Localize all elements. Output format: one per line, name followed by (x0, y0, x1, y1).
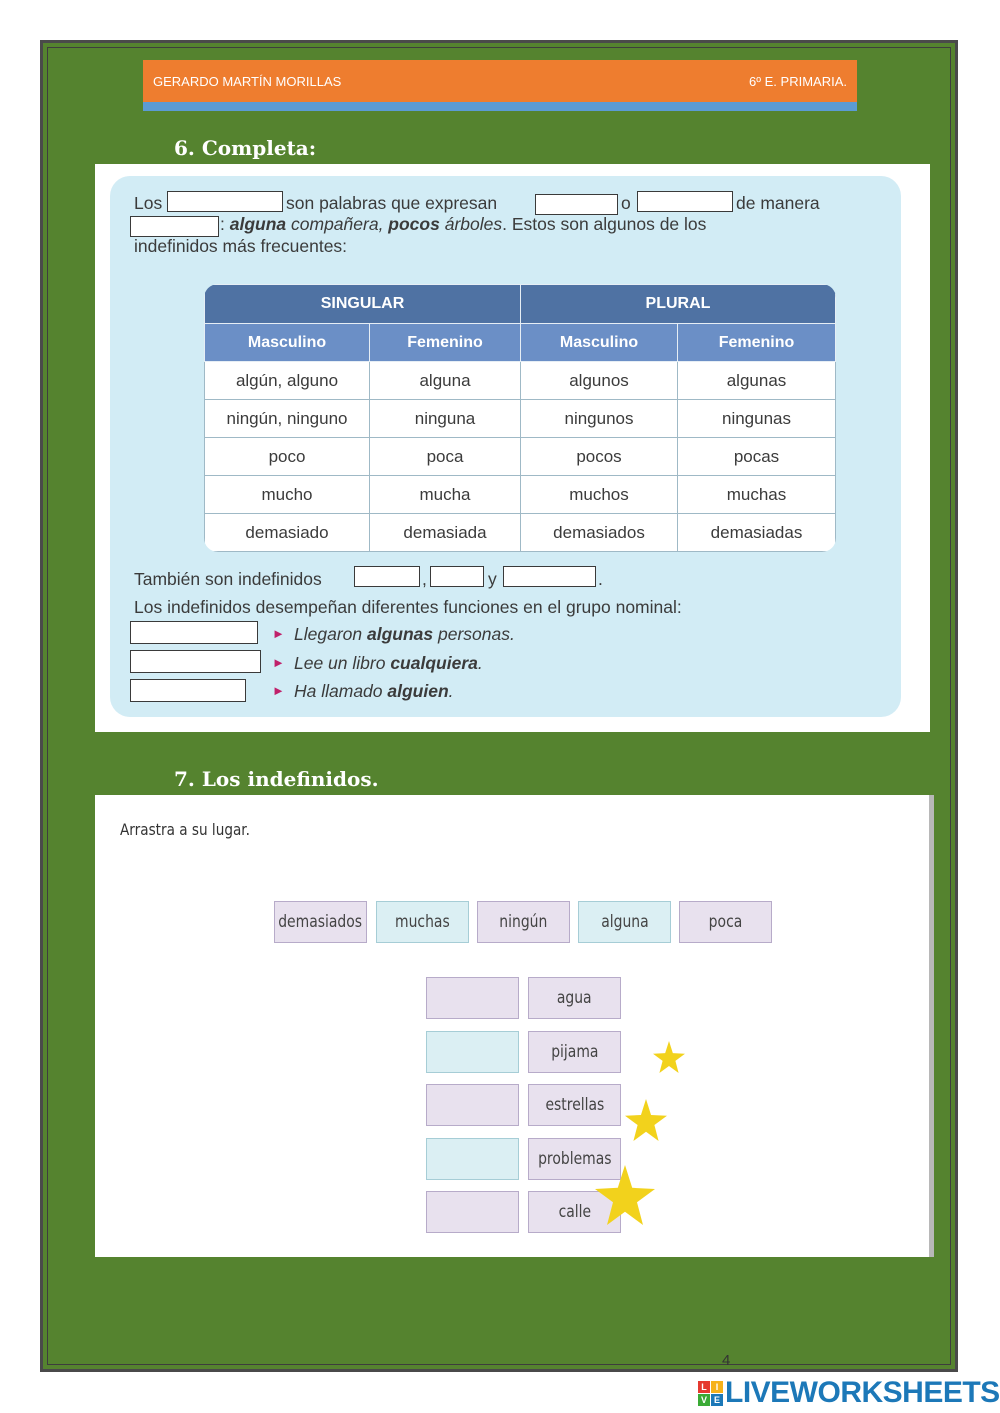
example-3: Ha llamado alguien. (294, 681, 454, 701)
intro-text-manera: de manera (736, 193, 820, 213)
arrow-icon: ► (272, 626, 285, 641)
header-divider (143, 102, 857, 111)
page-number: 4 (722, 1352, 731, 1369)
noun-card: problemas (528, 1138, 621, 1180)
table-cell: mucha (370, 476, 521, 514)
intro-text-o: o (621, 193, 631, 213)
blank-also-2[interactable] (430, 566, 484, 587)
blank-indefinidos[interactable] (167, 191, 283, 212)
indefinidos-table (204, 284, 836, 552)
star-icon (595, 1153, 655, 1237)
table-row (205, 400, 836, 438)
blank-identidad[interactable] (637, 191, 733, 212)
table-cell: poco (205, 438, 370, 476)
table-row (205, 476, 836, 514)
word-card[interactable]: alguna (578, 901, 671, 943)
table-row (205, 362, 836, 400)
blank-imprecisa[interactable] (130, 216, 219, 237)
intro-text-3: indefinidos más frecuentes: (134, 236, 348, 256)
logo-text: LIVEWORKSHEETS (725, 1376, 1000, 1409)
rule-box (110, 176, 901, 717)
exercise6-panel (95, 164, 930, 732)
table-cell: alguna (370, 362, 521, 400)
word-card[interactable]: ningún (477, 901, 570, 943)
arrow-icon: ► (272, 655, 285, 670)
grade-label: 6º E. PRIMARIA. (749, 73, 847, 89)
drop-slot[interactable] (426, 1191, 519, 1233)
word-card[interactable]: demasiados (274, 901, 367, 943)
instruction-text: Arrastra a su lugar. (120, 820, 250, 839)
table-cell: poca (370, 438, 521, 476)
section7-title: 7. Los indefinidos. (174, 767, 379, 791)
header-plural: PLURAL (521, 285, 836, 324)
also-y: y (488, 569, 497, 589)
table-cell: algunos (521, 362, 678, 400)
table-cell: demasiadas (678, 514, 836, 552)
table-cell: pocos (521, 438, 678, 476)
table-row (205, 514, 836, 552)
functions-text: Los indefinidos desempeñan diferentes funciones en el grupo nominal: (134, 597, 682, 617)
example-1: Llegaron algunas personas. (294, 624, 515, 644)
table-cell: ningún, ninguno (205, 400, 370, 438)
blank-function-1[interactable] (130, 621, 258, 644)
drop-slot[interactable] (426, 1084, 519, 1126)
table-cell: muchas (678, 476, 836, 514)
table-cell: algún, alguno (205, 362, 370, 400)
logo-icon: L I V E (698, 1381, 723, 1406)
table-row (205, 438, 836, 476)
blank-also-3[interactable] (503, 566, 596, 587)
header-masculino: Masculino (521, 324, 678, 362)
blank-function-2[interactable] (130, 650, 261, 673)
table-cell: pocas (678, 438, 836, 476)
header-femenino: Femenino (678, 324, 836, 362)
header-masculino: Masculino (205, 324, 370, 362)
also-comma: , (422, 569, 427, 589)
word-card[interactable]: muchas (376, 901, 469, 943)
author-name: GERARDO MARTÍN MORILLAS (153, 73, 342, 89)
also-dot: . (598, 569, 603, 589)
word-card[interactable]: poca (679, 901, 772, 943)
also-text: También son indefinidos (134, 569, 322, 589)
table-cell: ningunas (678, 400, 836, 438)
example-2: Lee un libro cualquiera. (294, 653, 483, 673)
exercise7-panel (95, 795, 934, 1257)
noun-card: agua (528, 977, 621, 1019)
table-cell: demasiados (521, 514, 678, 552)
star-icon (653, 1038, 685, 1076)
table-cell: ningunos (521, 400, 678, 438)
noun-card: estrellas (528, 1084, 621, 1126)
section6-title: 6. Completa: (174, 136, 317, 160)
table-cell: demasiado (205, 514, 370, 552)
intro-text-los: Los (134, 193, 163, 213)
star-icon (625, 1091, 667, 1149)
table-cell: algunas (678, 362, 836, 400)
table-cell: muchos (521, 476, 678, 514)
header-singular: SINGULAR (205, 285, 521, 324)
intro-examples: : alguna compañera, pocos árboles. Estos son algunos de los (220, 214, 707, 234)
intro-text-2: son palabras que expresan (286, 193, 498, 213)
drop-slot[interactable] (426, 977, 519, 1019)
noun-card: pijama (528, 1031, 621, 1073)
table-cell: demasiada (370, 514, 521, 552)
table-cell: mucho (205, 476, 370, 514)
blank-also-1[interactable] (354, 566, 420, 587)
table-cell: ninguna (370, 400, 521, 438)
arrow-icon: ► (272, 683, 285, 698)
noun-card: calle (528, 1191, 621, 1233)
blank-function-3[interactable] (130, 679, 246, 702)
liveworksheets-logo (698, 1377, 1000, 1409)
header-femenino: Femenino (370, 324, 521, 362)
blank-cantidad[interactable] (535, 194, 618, 215)
header-bar (143, 60, 857, 102)
drop-slot[interactable] (426, 1031, 519, 1073)
drop-slot[interactable] (426, 1138, 519, 1180)
